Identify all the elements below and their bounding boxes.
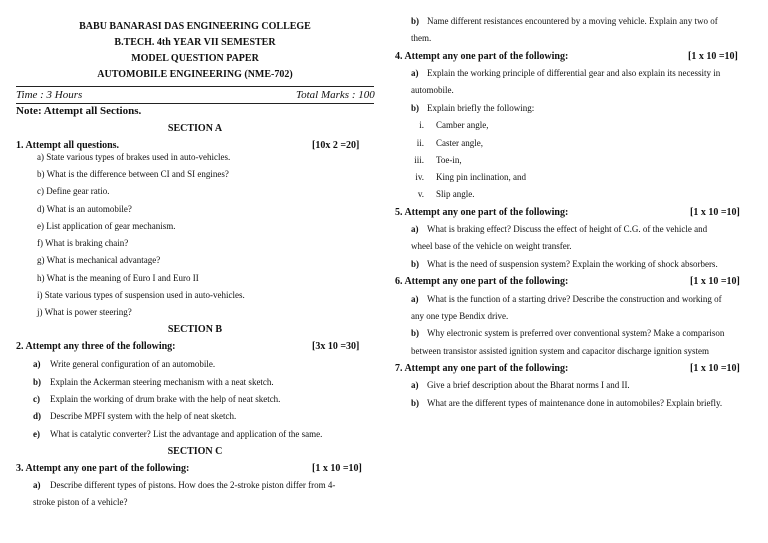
q6b-label: b) <box>411 328 420 338</box>
q3-marks: [1 x 10 =10] <box>312 463 362 474</box>
q2-heading: 2. Attempt any three of the following: <box>16 341 176 352</box>
q2-marks: [3x 10 =30] <box>312 341 360 352</box>
q5b-text: What is the need of suspension system? Explain the working of shock absorbers. <box>427 259 718 269</box>
q4a-text: Explain the working principle of differential gear and also explain its necessity in <box>427 68 721 78</box>
q1-item: e) List application of gear mechanism. <box>37 221 176 231</box>
q4-heading: 4. Attempt any one part of the following: <box>395 51 569 62</box>
note: Note: Attempt all Sections. <box>16 105 142 117</box>
list-text: Toe-in, <box>436 155 462 165</box>
header-rule-top <box>16 86 374 87</box>
q1-heading: 1. Attempt all questions. <box>16 140 120 151</box>
q6-heading: 6. Attempt any one part of the following: <box>395 276 569 287</box>
q3b-text: Name different resistances encountered by a moving vehicle. Explain any two of <box>427 16 718 26</box>
list-text: King pin inclination, and <box>436 172 526 182</box>
q2-item-label: a) <box>33 359 41 369</box>
q2-item-text: Explain the working of drum brake with the help of neat sketch. <box>50 394 281 404</box>
q1-item: d) What is an automobile? <box>37 204 132 214</box>
list-number: iii. <box>414 155 424 165</box>
paper-type: MODEL QUESTION PAPER <box>131 53 259 64</box>
q5a-text-cont: wheel base of the vehicle on weight transfer. <box>411 241 572 251</box>
q6a-text-cont: any one type Bendix drive. <box>411 311 509 321</box>
list-text: Camber angle, <box>436 120 489 130</box>
q2-item-label: e) <box>33 429 40 439</box>
q4-marks: [1 x 10 =10] <box>688 51 738 62</box>
q6a-label: a) <box>411 294 419 304</box>
q5b-label: b) <box>411 259 420 269</box>
college-name: BABU BANARASI DAS ENGINEERING COLLEGE <box>79 21 311 32</box>
q1-item: j) What is power steering? <box>37 307 132 317</box>
q3a-text-cont: stroke piston of a vehicle? <box>33 497 128 507</box>
q1-item: g) What is mechanical advantage? <box>37 255 161 265</box>
q3a-text: Describe different types of pistons. How does the 2-stroke piston differ from 4- <box>50 480 336 490</box>
q4b-list-item <box>402 156 462 165</box>
q7-heading: 7. Attempt any one part of the following: <box>395 363 569 374</box>
time-label: Time : 3 Hours <box>16 89 83 101</box>
q7a-text: Give a brief description about the Bharat norms I and II. <box>427 380 630 390</box>
q4b-label: b) <box>411 103 420 113</box>
q4a-text-cont: automobile. <box>411 85 454 95</box>
q4b-list-item <box>402 139 483 148</box>
subject-title: AUTOMOBILE ENGINEERING (NME-702) <box>97 69 293 80</box>
q2-item-label: d) <box>33 411 42 421</box>
q7a-label: a) <box>411 380 419 390</box>
q2-item-text: Explain the Ackerman steering mechanism with a neat sketch. <box>50 377 274 387</box>
q3b-label: b) <box>411 16 420 26</box>
q6b-text-cont: between transistor assisted ignition system and capacitor discharge ignition system <box>411 346 710 356</box>
list-text: Slip angle. <box>436 189 475 199</box>
q1-item: h) What is the meaning of Euro I and Euro II <box>37 273 199 283</box>
q2-item-label: b) <box>33 377 42 387</box>
q3-heading: 3. Attempt any one part of the following: <box>16 463 190 474</box>
q1-item: f) What is braking chain? <box>37 238 129 248</box>
q7b-text: What are the different types of maintenance done in automobiles? Explain briefly. <box>427 398 723 408</box>
q1-item: a) State various types of brakes used in auto-vehicles. <box>37 152 231 162</box>
q4a-label: a) <box>411 68 419 78</box>
q1-item: b) What is the difference between CI and SI engines? <box>37 169 229 179</box>
q6-marks: [1 x 10 =10] <box>690 276 740 287</box>
q2-item-text: Describe MPFI system with the help of neat sketch. <box>50 411 237 421</box>
list-number: ii. <box>416 138 424 148</box>
section-b-title: SECTION B <box>167 324 223 335</box>
list-text: Caster angle, <box>436 138 483 148</box>
q4b-list-item <box>402 121 488 130</box>
q5-marks: [1 x 10 =10] <box>690 207 740 218</box>
q6b-text: Why electronic system is preferred over conventional system? Make a comparison <box>427 328 725 338</box>
q2-item-label: c) <box>33 394 40 404</box>
q2-item-text: Write general configuration of an automobile. <box>50 359 216 369</box>
q4b-text: Explain briefly the following: <box>427 103 535 113</box>
q7-marks: [1 x 10 =10] <box>690 363 740 374</box>
section-c-title: SECTION C <box>167 446 223 457</box>
q1-item: i) State various types of suspension used in auto-vehicles. <box>37 290 245 300</box>
q4b-list-item <box>402 173 526 182</box>
list-number: i. <box>419 120 424 130</box>
q5-heading: 5. Attempt any one part of the following: <box>395 207 569 218</box>
q1-item: c) Define gear ratio. <box>37 186 110 196</box>
total-marks-label: Total Marks : 100 <box>296 89 375 101</box>
q5a-label: a) <box>411 224 419 234</box>
header-rule-bottom <box>16 103 374 104</box>
q2-item-text: What is catalytic converter? List the advantage and application of the same. <box>50 429 323 439</box>
q3a-label: a) <box>33 480 41 490</box>
list-number: v. <box>417 189 424 199</box>
q6a-text: What is the function of a starting drive? Describe the construction and working of <box>427 294 722 304</box>
list-number: iv. <box>415 172 424 182</box>
q5a-text: What is braking effect? Discuss the effect of height of C.G. of the vehicle and <box>427 224 708 234</box>
course-line: B.TECH. 4th YEAR VII SEMESTER <box>114 37 276 48</box>
q4b-list-item <box>402 190 475 199</box>
section-a-title: SECTION A <box>167 123 223 134</box>
q1-marks: [10x 2 =20] <box>312 140 360 151</box>
q3b-text-cont: them. <box>411 33 432 43</box>
q7b-label: b) <box>411 398 420 408</box>
